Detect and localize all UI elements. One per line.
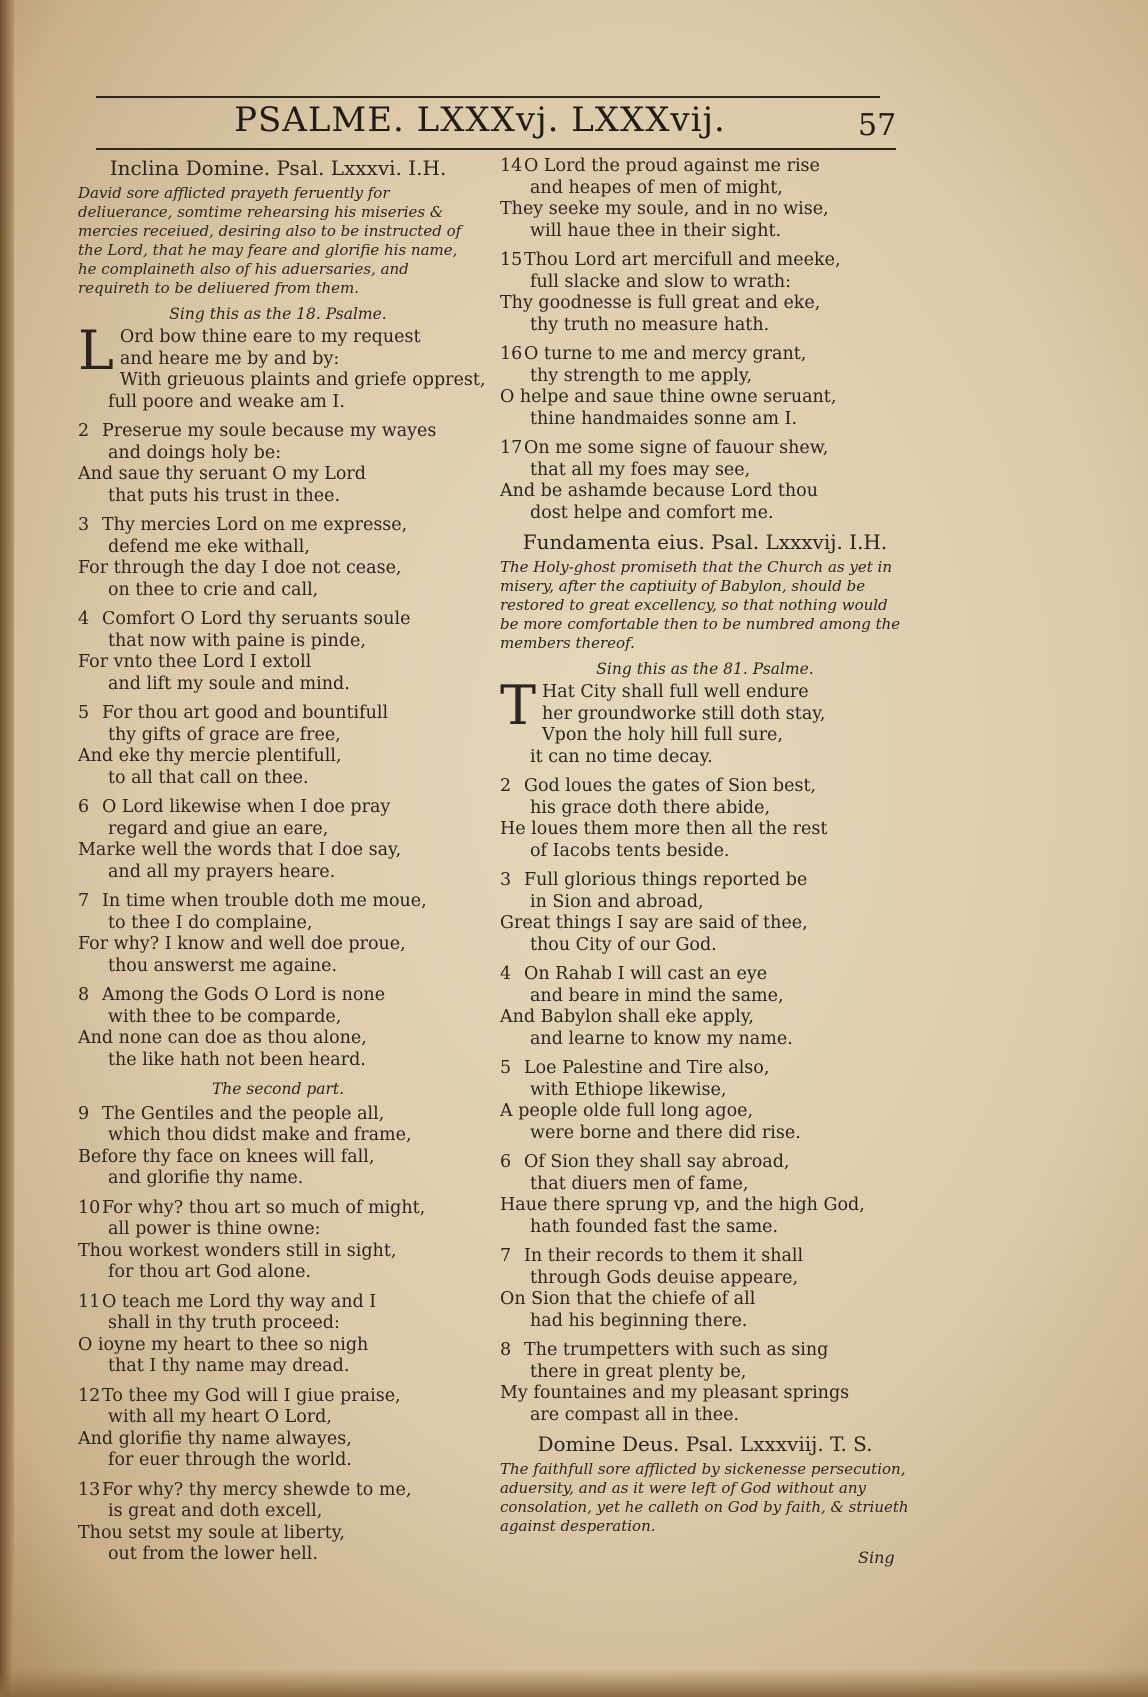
verse-line bbox=[500, 913, 910, 935]
verse-line bbox=[78, 558, 478, 580]
verse-text: Haue there sprung vp, and the high God, bbox=[500, 1195, 865, 1215]
verse-text: on thee to crie and call, bbox=[108, 579, 319, 600]
verse-number: 17 bbox=[500, 438, 523, 458]
verse-line bbox=[500, 725, 910, 747]
header-rule-bottom bbox=[96, 148, 896, 150]
stanza bbox=[78, 1292, 478, 1378]
verse-text: And be ashamde because Lord thou bbox=[500, 481, 818, 501]
verse-text: O ioyne my heart to thee so nigh bbox=[78, 1334, 369, 1355]
page-number: 57 bbox=[858, 108, 897, 143]
verse-number: 16 bbox=[500, 344, 523, 364]
verse-text: the like hath not been heard. bbox=[108, 1049, 366, 1070]
catchword: Sing bbox=[858, 1548, 895, 1567]
stanza bbox=[78, 985, 478, 1071]
verse-number: 11 bbox=[78, 1291, 101, 1312]
right-column bbox=[500, 156, 910, 1542]
stanza bbox=[78, 609, 478, 695]
verse-text: and lift my soule and mind. bbox=[108, 673, 350, 694]
verse-line bbox=[78, 1028, 478, 1050]
verse-line bbox=[500, 986, 910, 1008]
verse-text: to all that call on thee. bbox=[108, 767, 309, 788]
verse-line bbox=[78, 1501, 478, 1523]
verse-line bbox=[500, 1246, 910, 1268]
verse-line bbox=[78, 862, 478, 884]
verse-line bbox=[500, 366, 910, 388]
stanza bbox=[78, 891, 478, 977]
verse-line bbox=[78, 746, 478, 768]
verse-text: of Iacobs tents beside. bbox=[530, 840, 730, 861]
verse-text: had his beginning there. bbox=[530, 1310, 748, 1331]
verse-line bbox=[78, 1147, 478, 1169]
psalm-86-stanzas-part-two bbox=[78, 1104, 478, 1566]
verse-line bbox=[500, 935, 910, 957]
verse-line bbox=[500, 1174, 910, 1196]
verse-line bbox=[78, 1356, 478, 1378]
verse-line bbox=[78, 1125, 478, 1147]
drop-cap: T bbox=[500, 674, 537, 737]
stanza bbox=[500, 964, 910, 1050]
verse-text: and heare me by and by: bbox=[119, 348, 340, 369]
verse-text: with thee to be comparde, bbox=[108, 1006, 342, 1027]
verse-text: it can no time decay. bbox=[530, 746, 713, 767]
verse-line bbox=[78, 349, 478, 371]
verse-text: that all my foes may see, bbox=[530, 459, 751, 480]
stanza bbox=[500, 1246, 910, 1332]
verse-text: dost helpe and comfort me. bbox=[530, 502, 774, 523]
verse-line bbox=[500, 1405, 910, 1427]
verse-line bbox=[78, 327, 478, 349]
verse-text: thy gifts of grace are free, bbox=[108, 724, 341, 745]
verse-line bbox=[78, 1480, 478, 1502]
verse-line bbox=[500, 870, 910, 892]
verse-line bbox=[78, 609, 478, 631]
stanza bbox=[78, 1104, 478, 1190]
stanza bbox=[78, 1198, 478, 1284]
verse-text: Vpon the holy hill full sure, bbox=[542, 725, 783, 745]
verse-line bbox=[500, 1217, 910, 1239]
stanza bbox=[78, 1386, 478, 1472]
stanza bbox=[500, 870, 910, 956]
psalm-87-stanzas bbox=[500, 674, 910, 1426]
verse-text: To thee my God will I giue praise, bbox=[102, 1385, 401, 1406]
verse-text: For through the day I doe not cease, bbox=[78, 558, 402, 578]
verse-line bbox=[500, 250, 910, 272]
psalm-86-stanzas-cont bbox=[500, 156, 910, 524]
psalm-87-tune: Sing this as the 81. Psalme. bbox=[596, 659, 814, 678]
verse-number: 5 bbox=[78, 703, 90, 723]
verse-text: to thee I do complaine, bbox=[108, 912, 313, 933]
verse-text: O turne to me and mercy grant, bbox=[524, 344, 807, 364]
verse-text: Comfort O Lord thy seruants soule bbox=[102, 609, 411, 629]
stanza bbox=[78, 1480, 478, 1566]
verse-text: thy strength to me apply, bbox=[530, 365, 753, 386]
verse-line bbox=[500, 293, 910, 315]
verse-text: her groundworke still doth stay, bbox=[542, 703, 826, 724]
verse-line bbox=[78, 1523, 478, 1545]
verse-text: In their records to them it shall bbox=[524, 1246, 804, 1266]
verse-text: My fountaines and my pleasant springs bbox=[500, 1383, 850, 1403]
verse-number: 4 bbox=[500, 964, 512, 984]
verse-line bbox=[500, 481, 910, 503]
stanza bbox=[78, 703, 478, 789]
verse-text: With grieuous plaints and griefe opprest, bbox=[119, 370, 486, 390]
verse-line bbox=[78, 515, 478, 537]
stanza bbox=[500, 1152, 910, 1238]
verse-number: 5 bbox=[500, 1058, 512, 1078]
verse-line bbox=[78, 1168, 478, 1190]
verse-line bbox=[500, 1383, 910, 1405]
verse-number: 9 bbox=[78, 1103, 90, 1124]
verse-text: He loues them more then all the rest bbox=[500, 819, 828, 839]
verse-number: 2 bbox=[500, 776, 512, 796]
verse-line bbox=[500, 199, 910, 221]
verse-text: Thou workest wonders still in sight, bbox=[78, 1240, 397, 1261]
verse-text: The Gentiles and the people all, bbox=[102, 1103, 385, 1124]
verse-text: For why? thy mercy shewde to me, bbox=[102, 1479, 412, 1500]
stanza bbox=[500, 1058, 910, 1144]
verse-text: with all my heart O Lord, bbox=[108, 1407, 332, 1427]
verse-line bbox=[500, 156, 910, 178]
verse-text: Hat City shall full well endure bbox=[542, 682, 809, 702]
verse-line bbox=[500, 1058, 910, 1080]
psalm-86-argument: David sore afflicted prayeth feruently for deliuerance, somtime rehearsing his miseries & mercies receiued, desiring also to be instructed of the Lord, that he may feare and glorifie his name, he complaineth also of his aduersaries, and requireth to be deliuered from them. bbox=[78, 183, 462, 297]
verse-line bbox=[78, 1050, 478, 1072]
verse-text: thou answerst me againe. bbox=[108, 955, 338, 976]
verse-text: Of Sion they shall say abroad, bbox=[524, 1152, 790, 1172]
verse-text: are compast all in thee. bbox=[530, 1404, 740, 1425]
verse-line bbox=[500, 704, 910, 726]
verse-text: In time when trouble doth me moue, bbox=[102, 891, 427, 911]
verse-text: thine handmaides sonne am I. bbox=[530, 408, 798, 429]
verse-line bbox=[78, 1407, 478, 1429]
verse-text: and all my prayers heare. bbox=[108, 861, 336, 882]
verse-line bbox=[78, 486, 478, 508]
verse-line bbox=[500, 1195, 910, 1217]
verse-line bbox=[500, 1101, 910, 1123]
verse-text: his grace doth there abide, bbox=[530, 797, 771, 818]
verse-line bbox=[500, 682, 910, 704]
verse-line bbox=[500, 221, 910, 243]
verse-line bbox=[78, 1241, 478, 1263]
verse-number: 14 bbox=[500, 156, 523, 176]
verse-text: Ord bow thine eare to my request bbox=[119, 327, 421, 347]
verse-line bbox=[78, 891, 478, 913]
verse-text: Among the Gods O Lord is none bbox=[102, 985, 386, 1005]
verse-line bbox=[78, 421, 478, 443]
stanza bbox=[78, 797, 478, 883]
running-head: PSALME. LXXXvj. LXXXvij. bbox=[234, 100, 726, 140]
verse-text: thou City of our God. bbox=[530, 934, 717, 955]
verse-number: 12 bbox=[78, 1385, 101, 1406]
verse-line bbox=[78, 819, 478, 841]
verse-line bbox=[78, 370, 486, 392]
psalm-87-argument: The Holy-ghost promiseth that the Church as yet in misery, after the captiuity of Babylon, should be restored to great excellency, so that nothing would be more comfortable then to be numbred among the members thereof. bbox=[500, 557, 901, 652]
verse-text: And eke thy mercie plentifull, bbox=[78, 746, 342, 766]
verse-text: that puts his trust in thee. bbox=[108, 485, 341, 506]
stanza bbox=[500, 674, 910, 768]
verse-line bbox=[500, 503, 910, 525]
verse-text: shall in thy truth proceed: bbox=[108, 1313, 340, 1333]
verse-text: O Lord the proud against me rise bbox=[524, 156, 820, 176]
verse-text: For why? I know and well doe proue, bbox=[78, 934, 406, 954]
verse-text: and beare in mind the same, bbox=[530, 985, 784, 1006]
verse-text: and glorifie thy name. bbox=[108, 1168, 304, 1188]
psalm-88-argument: The faithfull sore afflicted by sickenesse persecution, aduersity, and as it were left of God without any consolation, yet he calleth on God by faith, & striueth against desperation. bbox=[500, 1459, 909, 1535]
drop-cap: L bbox=[78, 319, 114, 382]
verse-line bbox=[78, 1450, 478, 1472]
verse-line bbox=[500, 1152, 910, 1174]
psalm-87-title: Fundamenta eius. Psal. Lxxxvij. I.H. bbox=[522, 530, 888, 554]
verse-text: On Rahab I will cast an eye bbox=[524, 964, 768, 984]
verse-text: will haue thee in their sight. bbox=[530, 220, 782, 241]
verse-text: hath founded fast the same. bbox=[530, 1216, 779, 1237]
verse-line bbox=[78, 443, 478, 465]
verse-text: Preserue my soule because my wayes bbox=[102, 421, 437, 441]
verse-text: O helpe and saue thine owne seruant, bbox=[500, 387, 837, 407]
verse-text: A people olde full long agoe, bbox=[500, 1101, 754, 1121]
verse-line bbox=[500, 1311, 910, 1333]
verse-text: and heapes of men of might, bbox=[530, 177, 783, 198]
stanza bbox=[500, 438, 910, 524]
verse-line bbox=[500, 460, 910, 482]
psalm-86-stanzas bbox=[78, 319, 486, 1071]
verse-line bbox=[500, 1029, 910, 1051]
verse-line bbox=[78, 1104, 478, 1126]
verse-line bbox=[500, 1340, 910, 1362]
verse-text: were borne and there did rise. bbox=[530, 1122, 801, 1143]
verse-line bbox=[78, 1429, 478, 1451]
verse-number: 7 bbox=[78, 891, 90, 911]
verse-line bbox=[500, 892, 910, 914]
verse-text: there in great plenty be, bbox=[530, 1361, 747, 1382]
verse-line bbox=[78, 1544, 478, 1566]
verse-text: that now with paine is pinde, bbox=[108, 630, 366, 651]
verse-line bbox=[500, 409, 910, 431]
stanza bbox=[78, 319, 486, 413]
verse-text: full slacke and slow to wrath: bbox=[530, 271, 792, 292]
verse-line bbox=[500, 344, 910, 366]
verse-text: And glorifie thy name alwayes, bbox=[78, 1428, 352, 1449]
verse-text: O Lord likewise when I doe pray bbox=[102, 797, 391, 817]
verse-line bbox=[500, 438, 910, 460]
verse-line bbox=[78, 1386, 478, 1408]
verse-number: 8 bbox=[500, 1340, 512, 1360]
verse-line bbox=[500, 387, 910, 409]
verse-text: regard and giue an eare, bbox=[108, 818, 329, 839]
verse-text: And none can doe as thou alone, bbox=[78, 1028, 367, 1048]
verse-line bbox=[78, 674, 478, 696]
verse-text: For why? thou art so much of might, bbox=[102, 1197, 426, 1218]
verse-line bbox=[500, 272, 910, 294]
verse-text: Loe Palestine and Tire also, bbox=[524, 1058, 770, 1078]
verse-line bbox=[500, 1289, 910, 1311]
verse-number: 3 bbox=[500, 870, 512, 890]
verse-line bbox=[78, 1198, 478, 1220]
verse-number: 7 bbox=[500, 1246, 512, 1266]
verse-number: 4 bbox=[78, 609, 90, 629]
verse-text: with Ethiope likewise, bbox=[530, 1079, 727, 1100]
verse-line bbox=[500, 964, 910, 986]
verse-line bbox=[500, 178, 910, 200]
verse-text: They seeke my soule, and in no wise, bbox=[500, 199, 829, 219]
verse-line bbox=[500, 1362, 910, 1384]
verse-text: out from the lower hell. bbox=[108, 1544, 318, 1564]
verse-line bbox=[500, 776, 910, 798]
header-rule-top bbox=[96, 96, 880, 98]
verse-text: God loues the gates of Sion best, bbox=[524, 776, 817, 796]
verse-line bbox=[78, 1219, 478, 1241]
stanza bbox=[500, 250, 910, 336]
stanza bbox=[500, 156, 910, 242]
verse-number: 13 bbox=[78, 1479, 101, 1500]
verse-text: The trumpetters with such as sing bbox=[524, 1340, 829, 1360]
psalm-86-tune: Sing this as the 18. Psalme. bbox=[169, 304, 387, 323]
verse-text: Before thy face on knees will fall, bbox=[78, 1146, 375, 1167]
verse-text: Thou setst my soule at liberty, bbox=[78, 1522, 345, 1543]
page-binding-edge bbox=[0, 0, 14, 1697]
verse-text: On Sion that the chiefe of all bbox=[500, 1289, 756, 1309]
verse-text: Great things I say are said of thee, bbox=[500, 913, 808, 933]
verse-text: which thou didst make and frame, bbox=[108, 1125, 412, 1145]
verse-text: and learne to know my name. bbox=[530, 1028, 793, 1049]
verse-text: For vnto thee Lord I extoll bbox=[78, 652, 312, 672]
psalm-86-title: Inclina Domine. Psal. Lxxxvi. I.H. bbox=[109, 156, 447, 180]
verse-text: that diuers men of fame, bbox=[530, 1173, 749, 1194]
verse-number: 10 bbox=[78, 1197, 101, 1218]
verse-text: And Babylon shall eke apply, bbox=[500, 1007, 754, 1027]
stanza bbox=[78, 421, 478, 507]
verse-number: 2 bbox=[78, 421, 90, 441]
verse-line bbox=[78, 1262, 478, 1284]
verse-line bbox=[78, 934, 478, 956]
verse-number: 15 bbox=[500, 250, 523, 270]
verse-line bbox=[500, 841, 910, 863]
verse-line bbox=[78, 797, 478, 819]
verse-text: for euer through the world. bbox=[108, 1450, 352, 1470]
verse-text: And saue thy seruant O my Lord bbox=[78, 464, 366, 484]
verse-text: On me some signe of fauour shew, bbox=[524, 438, 829, 458]
verse-line bbox=[78, 631, 478, 653]
verse-text: Thy mercies Lord on me expresse, bbox=[102, 515, 408, 535]
verse-line bbox=[500, 315, 910, 337]
second-part-heading: The second part. bbox=[211, 1080, 345, 1098]
verse-line bbox=[78, 1313, 478, 1335]
verse-line bbox=[78, 1007, 478, 1029]
verse-line bbox=[78, 1335, 478, 1357]
verse-text: thy truth no measure hath. bbox=[530, 314, 770, 335]
verse-line bbox=[78, 768, 478, 790]
verse-line bbox=[500, 1268, 910, 1290]
verse-text: all power is thine owne: bbox=[108, 1219, 321, 1239]
stanza bbox=[78, 515, 478, 601]
verse-line bbox=[78, 956, 478, 978]
verse-number: 8 bbox=[78, 985, 90, 1005]
verse-line bbox=[500, 747, 910, 769]
verse-text: Thy goodnesse is full great and eke, bbox=[500, 293, 821, 313]
verse-text: defend me eke withall, bbox=[108, 536, 310, 557]
page-bottom-edge bbox=[0, 1669, 1148, 1697]
stanza bbox=[500, 1340, 910, 1426]
verse-text: is great and doth excell, bbox=[108, 1501, 323, 1521]
left-column bbox=[78, 156, 486, 1574]
verse-line bbox=[500, 1080, 910, 1102]
verse-line bbox=[500, 1007, 910, 1029]
verse-line bbox=[78, 464, 478, 486]
verse-text: that I thy name may dread. bbox=[108, 1356, 350, 1376]
verse-line bbox=[78, 840, 478, 862]
verse-text: Marke well the words that I doe say, bbox=[78, 840, 402, 860]
verse-text: in Sion and abroad, bbox=[530, 891, 704, 912]
verse-line bbox=[500, 798, 910, 820]
verse-text: for thou art God alone. bbox=[108, 1262, 312, 1282]
verse-line bbox=[500, 1123, 910, 1145]
psalm-88-title: Domine Deus. Psal. Lxxxviij. T. S. bbox=[537, 1432, 873, 1456]
verse-text: O teach me Lord thy way and I bbox=[102, 1291, 377, 1312]
verse-text: through Gods deuise appeare, bbox=[530, 1267, 799, 1288]
verse-number: 3 bbox=[78, 515, 90, 535]
stanza bbox=[500, 776, 910, 862]
verse-text: For thou art good and bountifull bbox=[102, 703, 389, 723]
verse-number: 6 bbox=[78, 797, 90, 817]
verse-line bbox=[78, 703, 478, 725]
stanza bbox=[500, 344, 910, 430]
verse-line bbox=[78, 537, 478, 559]
verse-text: and doings holy be: bbox=[108, 442, 282, 463]
verse-text: Full glorious things reported be bbox=[524, 870, 808, 890]
verse-text: full poore and weake am I. bbox=[108, 391, 345, 412]
verse-line bbox=[78, 392, 478, 414]
verse-line bbox=[78, 913, 478, 935]
verse-text: Thou Lord art mercifull and meeke, bbox=[524, 250, 841, 270]
verse-line bbox=[78, 652, 478, 674]
verse-line bbox=[500, 819, 910, 841]
verse-line bbox=[78, 1292, 478, 1314]
verse-line bbox=[78, 985, 478, 1007]
verse-line bbox=[78, 725, 478, 747]
verse-number: 6 bbox=[500, 1152, 512, 1172]
verse-line bbox=[78, 580, 478, 602]
